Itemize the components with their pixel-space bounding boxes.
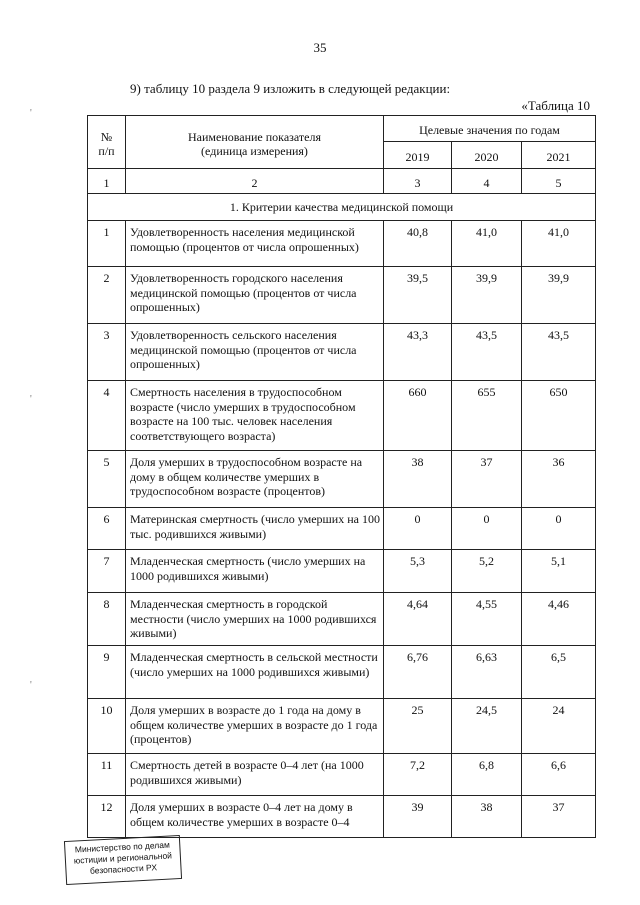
value-2020: 43,5 (452, 324, 522, 381)
value-2021: 650 (522, 381, 596, 451)
value-2021: 24 (522, 699, 596, 754)
indicator-name: Удовлетворенность городского населения медицинской помощью (процентов от числа опрошенных) (126, 267, 384, 324)
indicator-name: Младенческая смертность в сельской местности (число умерших на 1000 родившихся живыми) (126, 646, 384, 699)
ministry-stamp: Министерство по делам юстиции и региональной безопасности РХ (64, 835, 182, 885)
row-number: 1 (88, 221, 126, 267)
row-number: 12 (88, 796, 126, 838)
value-2020: 6,8 (452, 754, 522, 796)
table-row (88, 699, 596, 754)
table-row (88, 324, 596, 381)
intro-text: 9) таблицу 10 раздела 9 изложить в следующей редакции: (130, 81, 451, 96)
indicator-name: Доля умерших в трудоспособном возрасте на дому в общем количестве умерших в трудоспособном возрасте (процентов) (126, 451, 384, 508)
row-number: 2 (88, 267, 126, 324)
value-2019: 43,3 (384, 324, 452, 381)
table-label: «Таблица 10 (521, 98, 590, 113)
column-number: 5 (522, 169, 596, 194)
column-number: 2 (126, 169, 384, 194)
indicator-name: Материнская смертность (число умерших на 100 тыс. родившихся живыми) (126, 508, 384, 550)
value-2019: 39 (384, 796, 452, 838)
column-number: 1 (88, 169, 126, 194)
header-targets: Целевые значения по годам (384, 116, 596, 142)
value-2020: 5,2 (452, 550, 522, 593)
value-2020: 655 (452, 381, 522, 451)
indicator-name: Доля умерших в возрасте 0–4 лет на дому в общем количестве умерших в возрасте 0–4 (126, 796, 384, 838)
table-row (88, 646, 596, 699)
header-num: № п/п (88, 116, 126, 169)
value-2021: 41,0 (522, 221, 596, 267)
header-year: 2019 (384, 142, 452, 169)
value-2021: 39,9 (522, 267, 596, 324)
table-row (88, 267, 596, 324)
table-row (88, 508, 596, 550)
row-number: 4 (88, 381, 126, 451)
margin-mark: ' (30, 394, 32, 405)
table-row (88, 593, 596, 646)
table-row (88, 754, 596, 796)
table-row (88, 796, 596, 838)
indicator-name: Смертность населения в трудоспособном возрасте (число умерших в трудоспособном возрасте на 100 тыс. человек населения соответствующего возраста) (126, 381, 384, 451)
header-name: Наименование показателя (единица измерения) (126, 116, 384, 169)
row-number: 7 (88, 550, 126, 593)
header-year: 2021 (522, 142, 596, 169)
value-2021: 4,46 (522, 593, 596, 646)
value-2021: 0 (522, 508, 596, 550)
value-2019: 0 (384, 508, 452, 550)
value-2019: 40,8 (384, 221, 452, 267)
value-2020: 37 (452, 451, 522, 508)
value-2020: 4,55 (452, 593, 522, 646)
row-number: 9 (88, 646, 126, 699)
row-number: 10 (88, 699, 126, 754)
value-2019: 5,3 (384, 550, 452, 593)
header-year: 2020 (452, 142, 522, 169)
value-2021: 6,5 (522, 646, 596, 699)
margin-mark: ' (30, 108, 32, 119)
value-2020: 6,63 (452, 646, 522, 699)
indicator-name: Удовлетворенность сельского населения медицинской помощью (процентов от числа опрошенных) (126, 324, 384, 381)
value-2019: 660 (384, 381, 452, 451)
value-2020: 38 (452, 796, 522, 838)
row-number: 3 (88, 324, 126, 381)
indicator-name: Доля умерших в возрасте до 1 года на дому в общем количестве умерших в возрасте до 1 года (процентов) (126, 699, 384, 754)
page-number: 35 (313, 40, 327, 55)
indicator-name: Смертность детей в возрасте 0–4 лет (на 1000 родившихся живыми) (126, 754, 384, 796)
value-2019: 25 (384, 699, 452, 754)
value-2019: 39,5 (384, 267, 452, 324)
indicator-name: Младенческая смертность (число умерших на 1000 родившихся живыми) (126, 550, 384, 593)
value-2021: 6,6 (522, 754, 596, 796)
row-number: 6 (88, 508, 126, 550)
value-2019: 6,76 (384, 646, 452, 699)
value-2019: 38 (384, 451, 452, 508)
section-heading: 1. Критерии качества медицинской помощи (88, 194, 596, 221)
row-number: 8 (88, 593, 126, 646)
indicator-name: Удовлетворенность населения медицинской помощью (процентов от числа опрошенных) (126, 221, 384, 267)
margin-mark: ' (30, 680, 32, 691)
value-2019: 7,2 (384, 754, 452, 796)
row-number: 5 (88, 451, 126, 508)
table-row (88, 381, 596, 451)
value-2021: 37 (522, 796, 596, 838)
indicator-name: Младенческая смертность в городской местности (число умерших на 1000 родившихся живыми) (126, 593, 384, 646)
value-2021: 36 (522, 451, 596, 508)
table-row (88, 221, 596, 267)
indicators-table (87, 115, 596, 838)
table-row (88, 550, 596, 593)
value-2021: 5,1 (522, 550, 596, 593)
table-row (88, 451, 596, 508)
value-2020: 24,5 (452, 699, 522, 754)
value-2020: 0 (452, 508, 522, 550)
value-2020: 41,0 (452, 221, 522, 267)
value-2020: 39,9 (452, 267, 522, 324)
column-number: 3 (384, 169, 452, 194)
row-number: 11 (88, 754, 126, 796)
value-2021: 43,5 (522, 324, 596, 381)
value-2019: 4,64 (384, 593, 452, 646)
column-number: 4 (452, 169, 522, 194)
